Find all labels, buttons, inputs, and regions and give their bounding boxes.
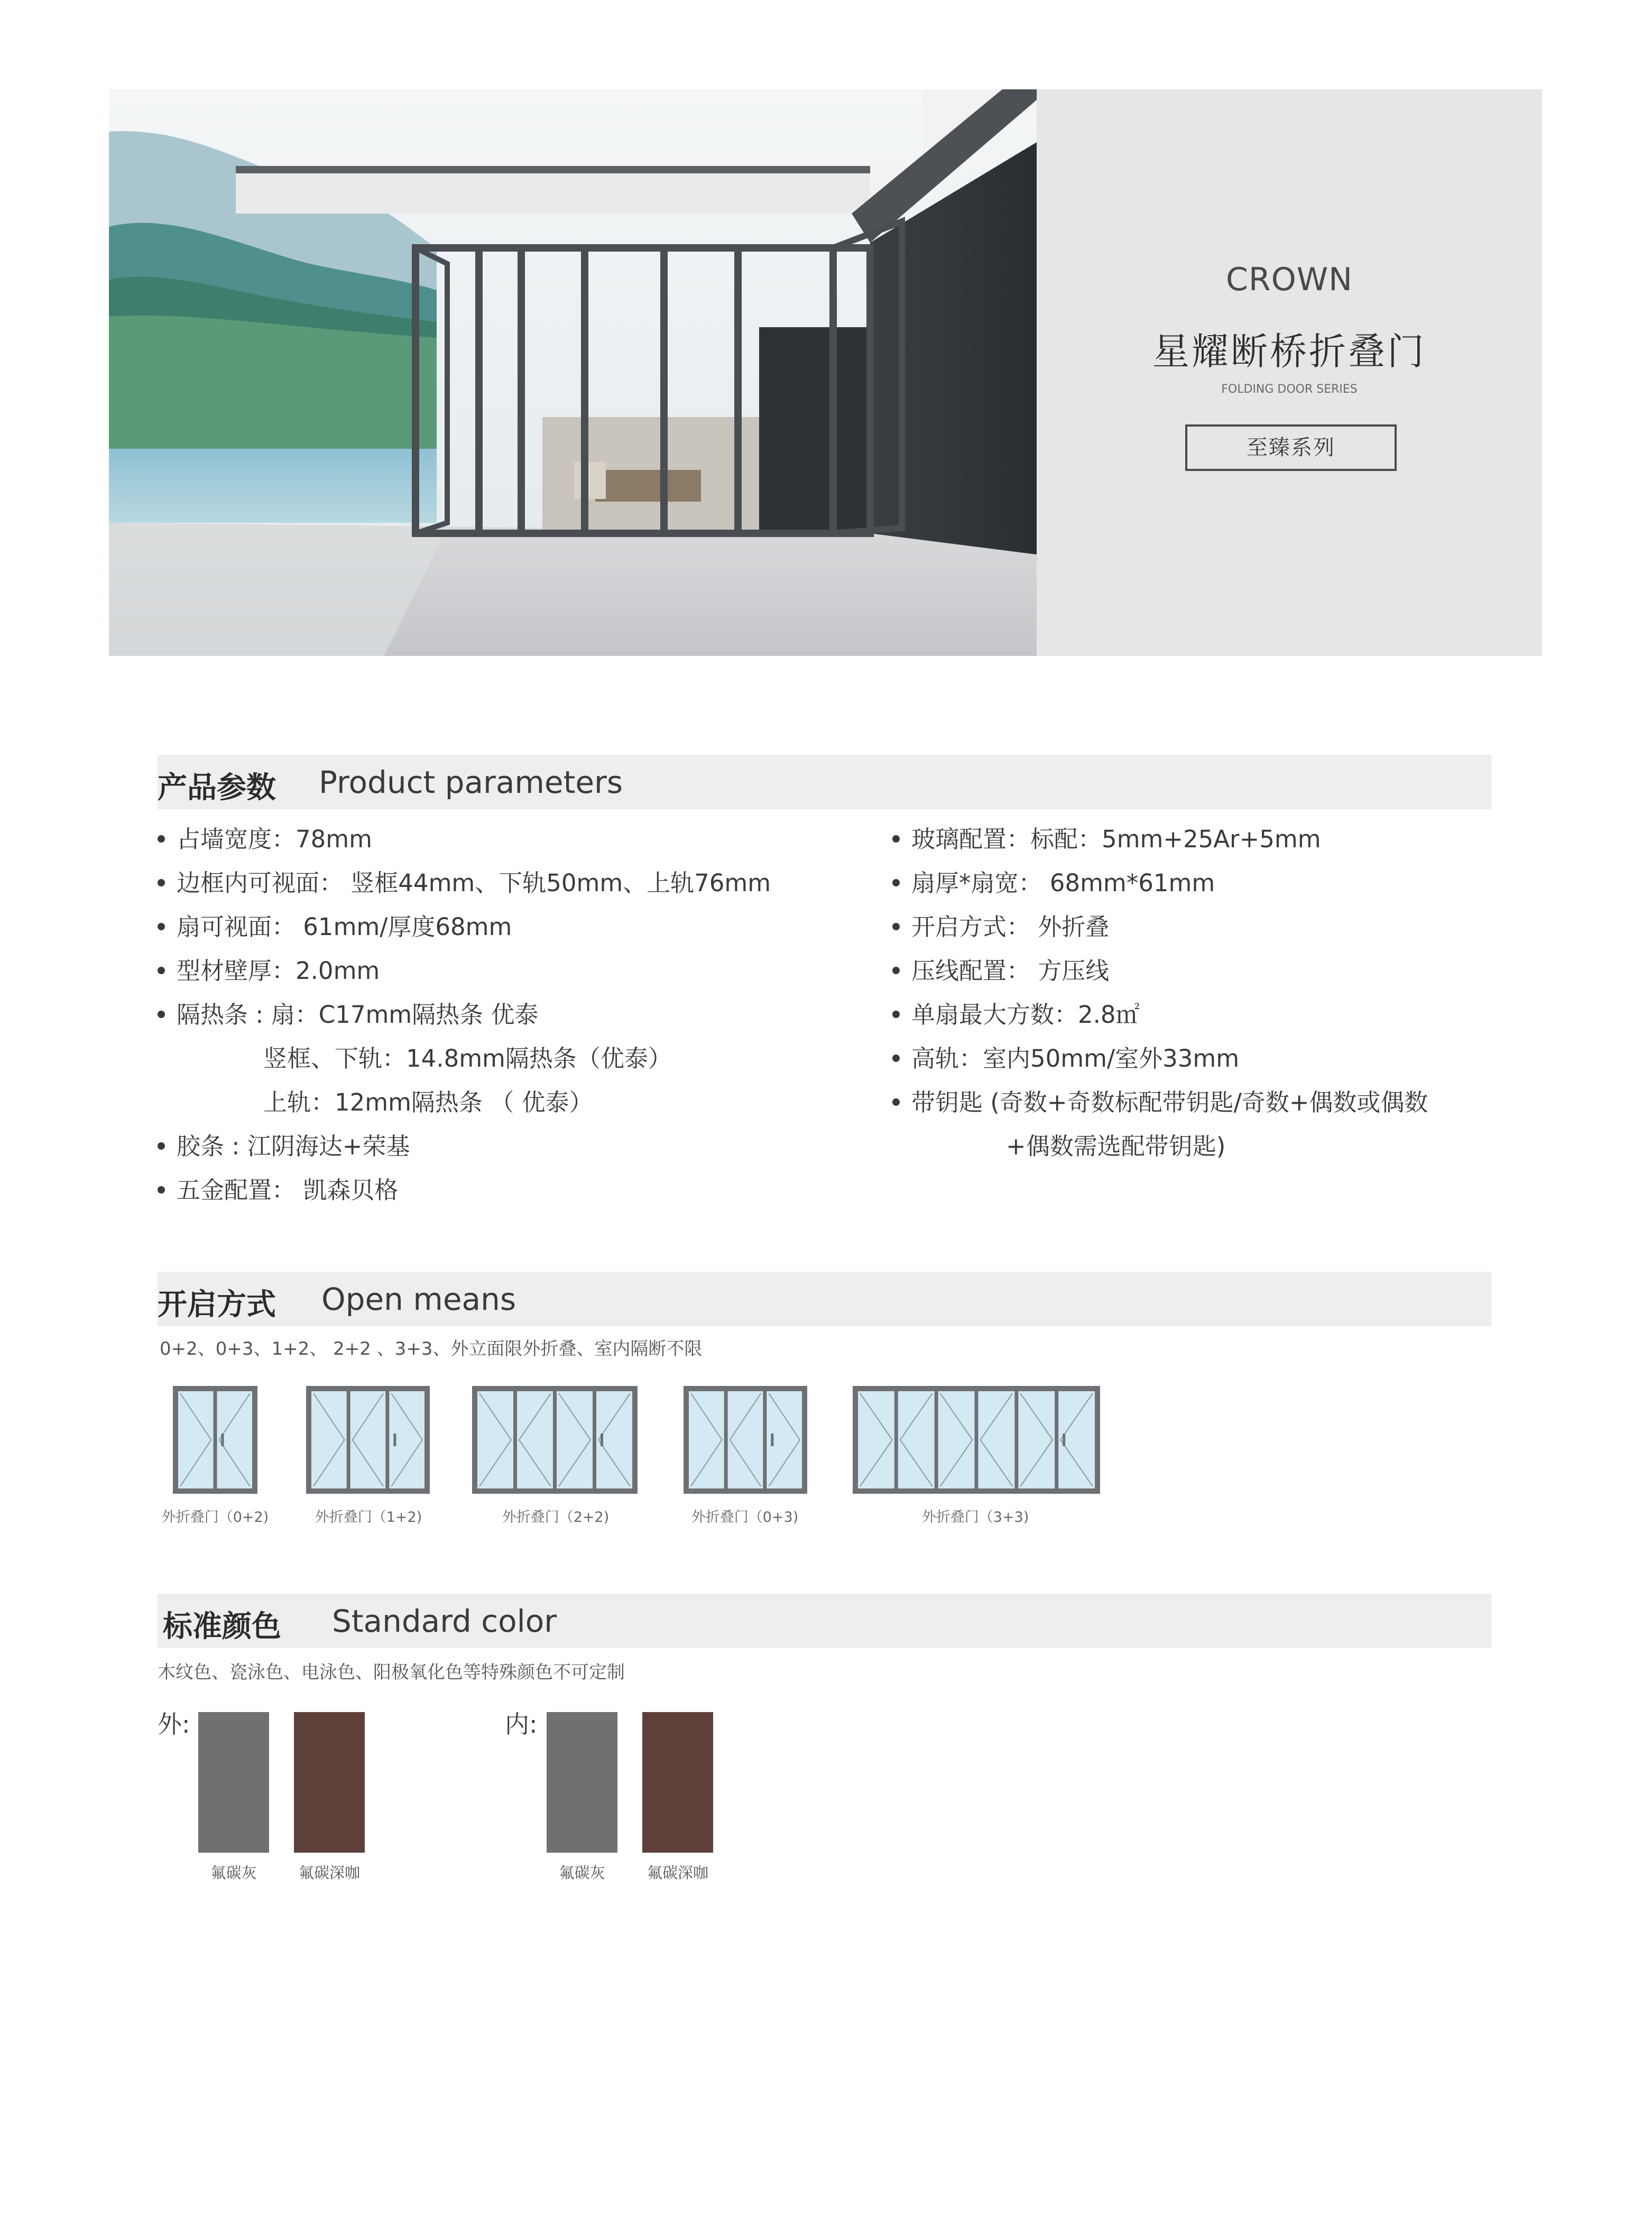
door-leaf: [898, 1391, 935, 1488]
bullet-dot: [158, 967, 165, 974]
section-title-cn: 开启方式: [158, 1288, 276, 1322]
swatch-caption: 氟碳深咖: [647, 1864, 708, 1882]
section-header-colors: [158, 1594, 1491, 1648]
door-caption: 外折叠门（2+2): [502, 1509, 610, 1525]
door-diagram-0-2: [173, 1386, 257, 1494]
door-leaf: [938, 1391, 975, 1488]
door-diagram-0-3: [684, 1386, 807, 1494]
bullet-dot: [892, 879, 900, 886]
param-item: 单扇最大方数：2.8㎡: [892, 999, 1140, 1031]
brand-name: CROWN: [1225, 261, 1353, 298]
door-leaf: [689, 1391, 724, 1488]
color-swatch-inner-brown: [642, 1712, 713, 1853]
door-diagram-2-2: [472, 1386, 638, 1494]
param-item: 胶条 : 江阴海达+荣基: [158, 1131, 410, 1162]
outer-label: 外:: [158, 1710, 190, 1738]
series-tag-badge: 至臻系列: [1185, 424, 1397, 471]
door-handle-icon: [1063, 1434, 1065, 1446]
color-note: 木纹色、瓷泳色、电泳色、阳极氧化色等特殊颜色不可定制: [158, 1662, 625, 1683]
door-diagram-3-3: [853, 1386, 1100, 1494]
section-title-en: Product parameters: [319, 764, 623, 800]
section-title-en: Standard color: [332, 1603, 557, 1639]
bullet-dot: [892, 1098, 900, 1106]
swatch-caption: 氟碳深咖: [298, 1864, 360, 1882]
param-item: 玻璃配置：标配：5mm+25Ar+5mm: [892, 824, 1321, 855]
param-item: 扇可视面： 61mm/厚度68mm: [158, 911, 512, 943]
bullet-dot: [158, 835, 165, 843]
door-handle-icon: [601, 1434, 603, 1446]
open-means-note: 0+2、0+3、1+2、 2+2 、3+3、外立面限外折叠、室内隔断不限: [160, 1338, 703, 1360]
door-handle-icon: [393, 1434, 396, 1446]
door-leaf: [350, 1391, 386, 1488]
hero-illustration: [109, 89, 1037, 656]
bullet-dot: [158, 1011, 165, 1018]
section-header-params: [158, 755, 1491, 809]
door-diagram-1-2: [306, 1386, 430, 1494]
door-caption: 外折叠门（1+2): [315, 1509, 422, 1525]
param-subitem: 竖框、下轨：14.8mm隔热条（优泰）: [263, 1044, 672, 1072]
door-leaf: [557, 1391, 593, 1488]
door-leaves-svg: [689, 1391, 802, 1488]
swatch-caption: 氟碳灰: [210, 1864, 257, 1882]
section-title-en: Open means: [321, 1281, 516, 1317]
param-item: 隔热条 : 扇：C17mm隔热条 优泰: [158, 999, 538, 1031]
param-item: 压线配置： 方压线: [892, 955, 1109, 987]
door-leaves-svg: [858, 1391, 1095, 1488]
hero-title-panel: [1037, 89, 1542, 656]
bullet-dot: [158, 1142, 165, 1150]
section-header-open: [158, 1272, 1491, 1326]
param-subitem: +偶数需选配带钥匙): [1006, 1132, 1226, 1160]
param-item: 占墙宽度：78mm: [158, 824, 372, 855]
param-item: 五金配置： 凯森贝格: [158, 1175, 398, 1206]
door-leaves-svg: [477, 1391, 632, 1488]
color-swatch-outer-gray: [198, 1712, 269, 1853]
door-caption: 外折叠门（3+3): [921, 1509, 1029, 1525]
param-item: 型材壁厚：2.0mm: [158, 955, 380, 987]
door-leaves-svg: [178, 1391, 252, 1488]
param-item: 开启方式： 外折叠: [892, 911, 1109, 943]
bullet-dot: [892, 1055, 900, 1062]
series-title-en: FOLDING DOOR SERIES: [1221, 383, 1358, 396]
param-item: 边框内可视面： 竖框44mm、下轨50mm、上轨76mm: [158, 867, 771, 899]
door-caption: 外折叠门（0+2): [161, 1509, 269, 1525]
section-title-cn: 产品参数: [158, 771, 276, 805]
param-item: 带钥匙 (奇数+奇数标配带钥匙/奇数+偶数或偶数: [892, 1087, 1428, 1118]
param-item: 扇厚*扇宽： 68mm*61mm: [892, 867, 1215, 899]
door-handle-icon: [771, 1434, 773, 1446]
color-swatch-inner-gray: [547, 1712, 617, 1853]
door-leaf: [517, 1391, 553, 1488]
bullet-dot: [158, 1186, 165, 1194]
door-leaf: [858, 1391, 894, 1488]
inner-label: 内:: [505, 1710, 538, 1738]
bullet-dot: [158, 879, 165, 886]
param-subitem: 上轨：12mm隔热条 （ 优泰）: [263, 1088, 593, 1116]
door-caption: 外折叠门（0+3): [691, 1509, 799, 1525]
series-title-cn: 星耀断桥折叠门: [1152, 330, 1426, 373]
param-item: 高轨：室内50mm/室外33mm: [892, 1043, 1239, 1075]
color-swatch-outer-brown: [294, 1712, 365, 1853]
door-leaf: [311, 1391, 347, 1488]
door-handle-icon: [222, 1434, 224, 1446]
door-leaf: [477, 1391, 513, 1488]
door-leaf: [178, 1391, 214, 1488]
door-leaf: [979, 1391, 1015, 1488]
door-leaf: [1018, 1391, 1055, 1488]
bullet-dot: [892, 1011, 900, 1018]
bullet-dot: [892, 835, 900, 843]
hero-photo-folding-door: [109, 89, 1037, 656]
section-title-cn: 标准颜色: [163, 1610, 281, 1644]
door-leaves-svg: [311, 1391, 424, 1488]
door-leaf: [728, 1391, 763, 1488]
hero-banner: [109, 89, 1542, 656]
bullet-dot: [892, 967, 900, 974]
bullet-dot: [892, 923, 900, 930]
swatch-caption: 氟碳灰: [559, 1864, 605, 1882]
bullet-dot: [158, 923, 165, 930]
